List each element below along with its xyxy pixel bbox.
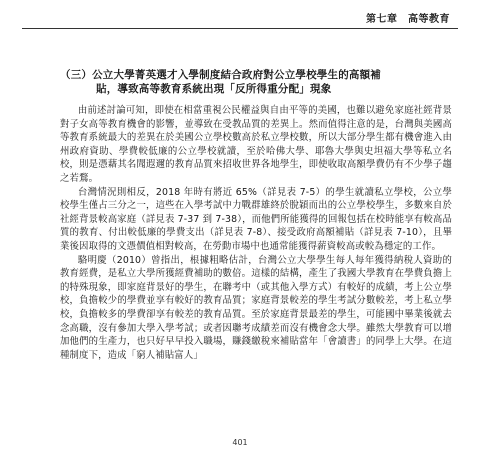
page-number: 401 (232, 438, 248, 447)
header-divider (22, 28, 458, 29)
paragraph: 由前述討論可知，即使在相當重視公民權益與自由平等的美國，也難以避免家庭社經背景對子女高等教育機會的影響，並導致在受教品質的差異上。然而值得注意的是，台灣與美國高等教育系統最大的差異在於美國公立學校數高於私立學校數，所以大部分學生都有機會進入由州政府資助、學費較低廉的公立學校就讀，至於哈佛大學、耶魯大學與史坦福大學等私立名校，則是憑藉其名聞遐邇的教育品質來招收世界各地學生，即使收取高額學費仍有不少學子趨之若鶩。 (60, 105, 452, 184)
section-heading-line-1: （三）公立大學菁英選才入學制度結合政府對公立學校學生的高額補 (60, 69, 381, 81)
section-heading (60, 68, 455, 96)
section-heading-line-2: 貼，導致高等教育系統出現「反所得重分配」現象 (96, 83, 332, 95)
paragraph: 台灣情況則相反，2018 年時有將近 65%（詳見表 7-5）的學生就讀私立學校，公立學校學生僅占三分之一，這些在入學考試中力戰群雄終於脫穎而出的公立學校學生，多數來自於社經背景較高家庭（詳見表 7-37 到 7-38），而他們所能獲得的回報包括在校時能享有較高品質的教育、付出較低廉的學費支出（詳見表 7-8）、接受政府高額補貼（詳見表 7-10），且畢業後因取得的文憑價值相對較高，在勞動市場中也通常能獲得薪資較高或較為穩定的工作。 (60, 186, 452, 252)
paragraph: 駱明慶（2010）曾指出，根據粗略估計，台灣公立大學學生每人每年獲得納稅人資助的教育經費，是私立大學所獲經費補助的數倍。這樣的結構，產生了我國大學教育在學費負擔上的特殊現象，即家庭背景好的學生，在聯考中（或其他入學方式）有較好的成績，考上公立學校，負擔較少的學費並享有較好的教育品質；家庭背景較差的學生考試分數較差，考上私立學校，負擔較多的學費卻享有較差的教育品質。至於家庭背景最差的學生，可能國中畢業後就去念高職，沒有參加大學入學考試；或者因聯考成績差而沒有機會念大學。雖然大學教育可以增加他們的生產力，也只好早早投入職場，賺錢繳稅來補貼當年「會讀書」的同學上大學。在這種制度下，造成「窮人補貼富人」 (60, 254, 452, 361)
running-header: 第七章 高等教育 (366, 14, 450, 25)
body-text (60, 104, 452, 362)
